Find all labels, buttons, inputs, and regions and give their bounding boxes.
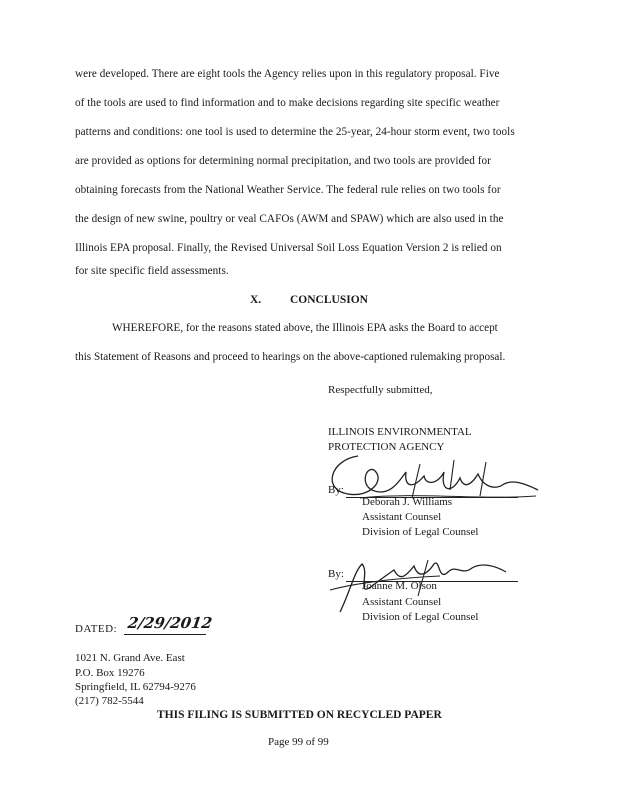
- dated-value: 2/29/2012: [126, 614, 214, 632]
- signer-name: Joanne M. Olson: [362, 580, 437, 592]
- address-line: (217) 782-5544: [75, 695, 144, 707]
- body-line: the design of new swine, poultry or veal CAFOs (AWM and SPAW) which are also used in the: [75, 213, 504, 225]
- body-line: were developed. There are eight tools the Agency relies upon in this regulatory proposal. Five: [75, 68, 500, 80]
- signer-by-label: By:: [328, 484, 344, 496]
- conclusion-line: this Statement of Reasons and proceed to hearings on the above-captioned rulemaking proposal.: [75, 351, 506, 363]
- page-number: Page 99 of 99: [268, 736, 329, 748]
- closing-text: Respectfully submitted,: [328, 384, 433, 396]
- address-line: Springfield, IL 62794-9276: [75, 681, 196, 693]
- signer-by-label: By:: [328, 568, 344, 580]
- signer-division: Division of Legal Counsel: [362, 526, 479, 538]
- body-line: of the tools are used to find information and to make decisions regarding site specific weather: [75, 97, 500, 109]
- signer-title: Assistant Counsel: [362, 511, 442, 523]
- dated-label: DATED:: [75, 623, 118, 635]
- agency-name-line: ILLINOIS ENVIRONMENTAL: [328, 426, 472, 438]
- conclusion-line: WHEREFORE, for the reasons stated above, the Illinois EPA asks the Board to accept: [112, 322, 498, 334]
- body-line: Illinois EPA proposal. Finally, the Revised Universal Soil Loss Equation Version 2 is relied on: [75, 242, 502, 254]
- agency-name-line: PROTECTION AGENCY: [328, 441, 445, 453]
- recycled-paper-notice: THIS FILING IS SUBMITTED ON RECYCLED PAPER: [157, 709, 442, 721]
- date-underline: [124, 634, 206, 635]
- signer-division: Division of Legal Counsel: [362, 611, 479, 623]
- address-line: 1021 N. Grand Ave. East: [75, 652, 185, 664]
- signature-williams: [300, 450, 540, 520]
- body-line: are provided as options for determining normal precipitation, and two tools are provided for: [75, 155, 491, 167]
- section-number: X.: [250, 294, 262, 306]
- signer-title: Assistant Counsel: [362, 596, 442, 608]
- body-line: for site specific field assessments.: [75, 265, 229, 277]
- body-line: obtaining forecasts from the National Weather Service. The federal rule relies on two tools for: [75, 184, 501, 196]
- address-line: P.O. Box 19276: [75, 667, 145, 679]
- section-title: CONCLUSION: [290, 294, 368, 306]
- body-line: patterns and conditions: one tool is used to determine the 25-year, 24-hour storm event, two tools: [75, 126, 515, 138]
- signer-name: Deborah J. Williams: [362, 496, 453, 508]
